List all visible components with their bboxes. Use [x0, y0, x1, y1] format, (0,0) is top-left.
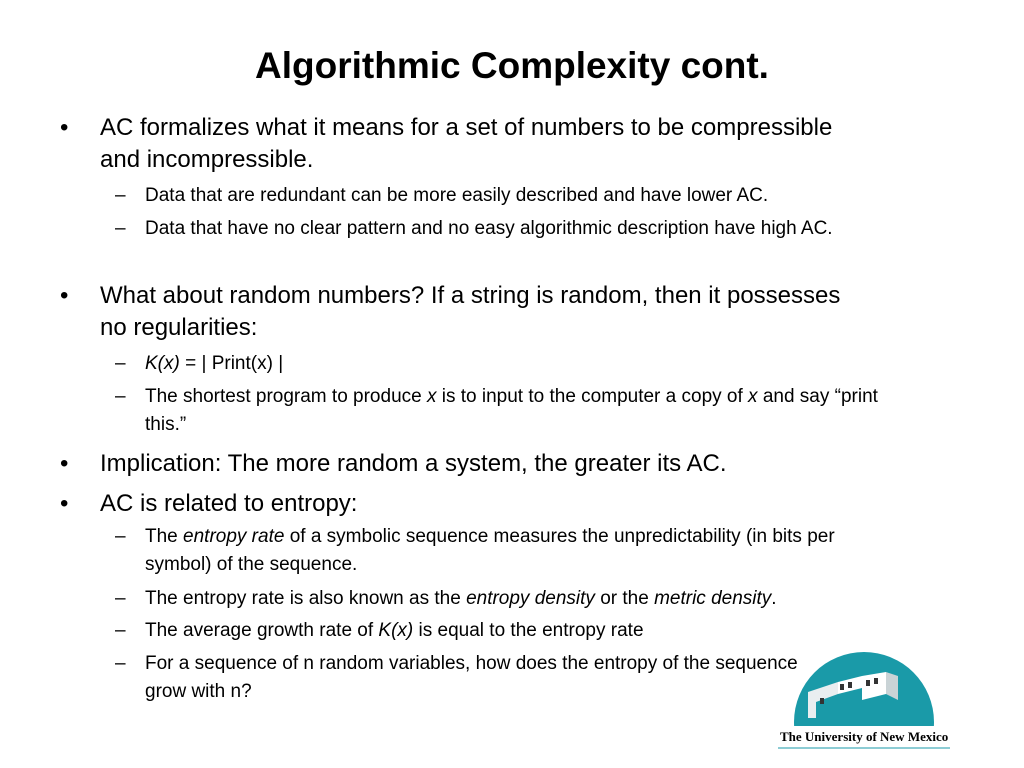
sub-italic: entropy rate	[183, 526, 285, 547]
sub-text: of a symbolic sequence measures the unpredictability (in bits per symbol) of the sequence.	[145, 526, 835, 575]
sub-text: or the	[594, 588, 655, 609]
bullet-marker: •	[60, 114, 69, 141]
sub-italic: x	[748, 386, 758, 407]
sub-bullet-4-2	[145, 585, 945, 613]
sub-bullet-1-2: Data that have no clear pattern and no easy algorithmic description have high AC.	[145, 218, 833, 239]
sub-text: The	[145, 526, 184, 547]
bullet-marker: •	[60, 450, 69, 477]
bullet-1: AC formalizes what it means for a set of numbers to be compressible and incompressible.	[100, 114, 833, 173]
sub-bullet-marker: –	[115, 218, 126, 239]
sub-bullet-marker: –	[115, 353, 126, 374]
sub-italic: entropy density	[466, 588, 595, 609]
bullet-3: Implication: The more random a system, the greater its AC.	[100, 450, 727, 477]
sub-bullet-4-3	[145, 617, 915, 645]
sub-text: is equal to the entropy rate	[413, 620, 644, 641]
sub-bullet-2-1	[145, 350, 915, 378]
sub-text: and say “print this.”	[145, 386, 878, 435]
sub-bullet-1-1: Data that are redundant can be more easily described and have lower AC.	[145, 185, 769, 206]
sub-text: The entropy rate is also known as the	[145, 588, 467, 609]
bullet-marker: •	[60, 282, 69, 309]
slide-title: Algorithmic Complexity cont.	[255, 45, 769, 86]
sub-text: .	[771, 588, 777, 609]
bullet-4: AC is related to entropy:	[100, 490, 358, 517]
k-of-x: K(x)	[145, 353, 180, 374]
sub-text: The average growth rate of	[145, 620, 379, 641]
sub-text: The shortest program to produce	[145, 386, 427, 407]
sub-bullet-marker: –	[115, 386, 126, 407]
bullet-marker: •	[60, 490, 69, 517]
logo-caption: The University of New Mexico	[780, 729, 949, 744]
sub-italic: metric density	[654, 588, 772, 609]
sub-bullet-marker: –	[115, 620, 126, 641]
bullet-2: What about random numbers? If a string is random, then it possesses no regularities:	[100, 282, 841, 341]
sub-italic: x	[426, 386, 437, 407]
sub-bullet-4-4: For a sequence of n random variables, how does the entropy of the sequence grow with n?	[145, 653, 798, 702]
sub-bullet-marker: –	[115, 653, 126, 674]
sub-bullet-2-2	[145, 383, 895, 439]
sub-bullet-marker: –	[115, 526, 126, 547]
sub-text: = | Print(x) |	[179, 353, 284, 374]
sub-bullet-marker: –	[115, 185, 126, 206]
sub-bullet-marker: –	[115, 588, 126, 609]
sub-bullet-4-1	[145, 523, 905, 579]
sub-italic: K(x)	[378, 620, 414, 641]
sub-text: is to input to the computer a copy of	[436, 386, 749, 407]
